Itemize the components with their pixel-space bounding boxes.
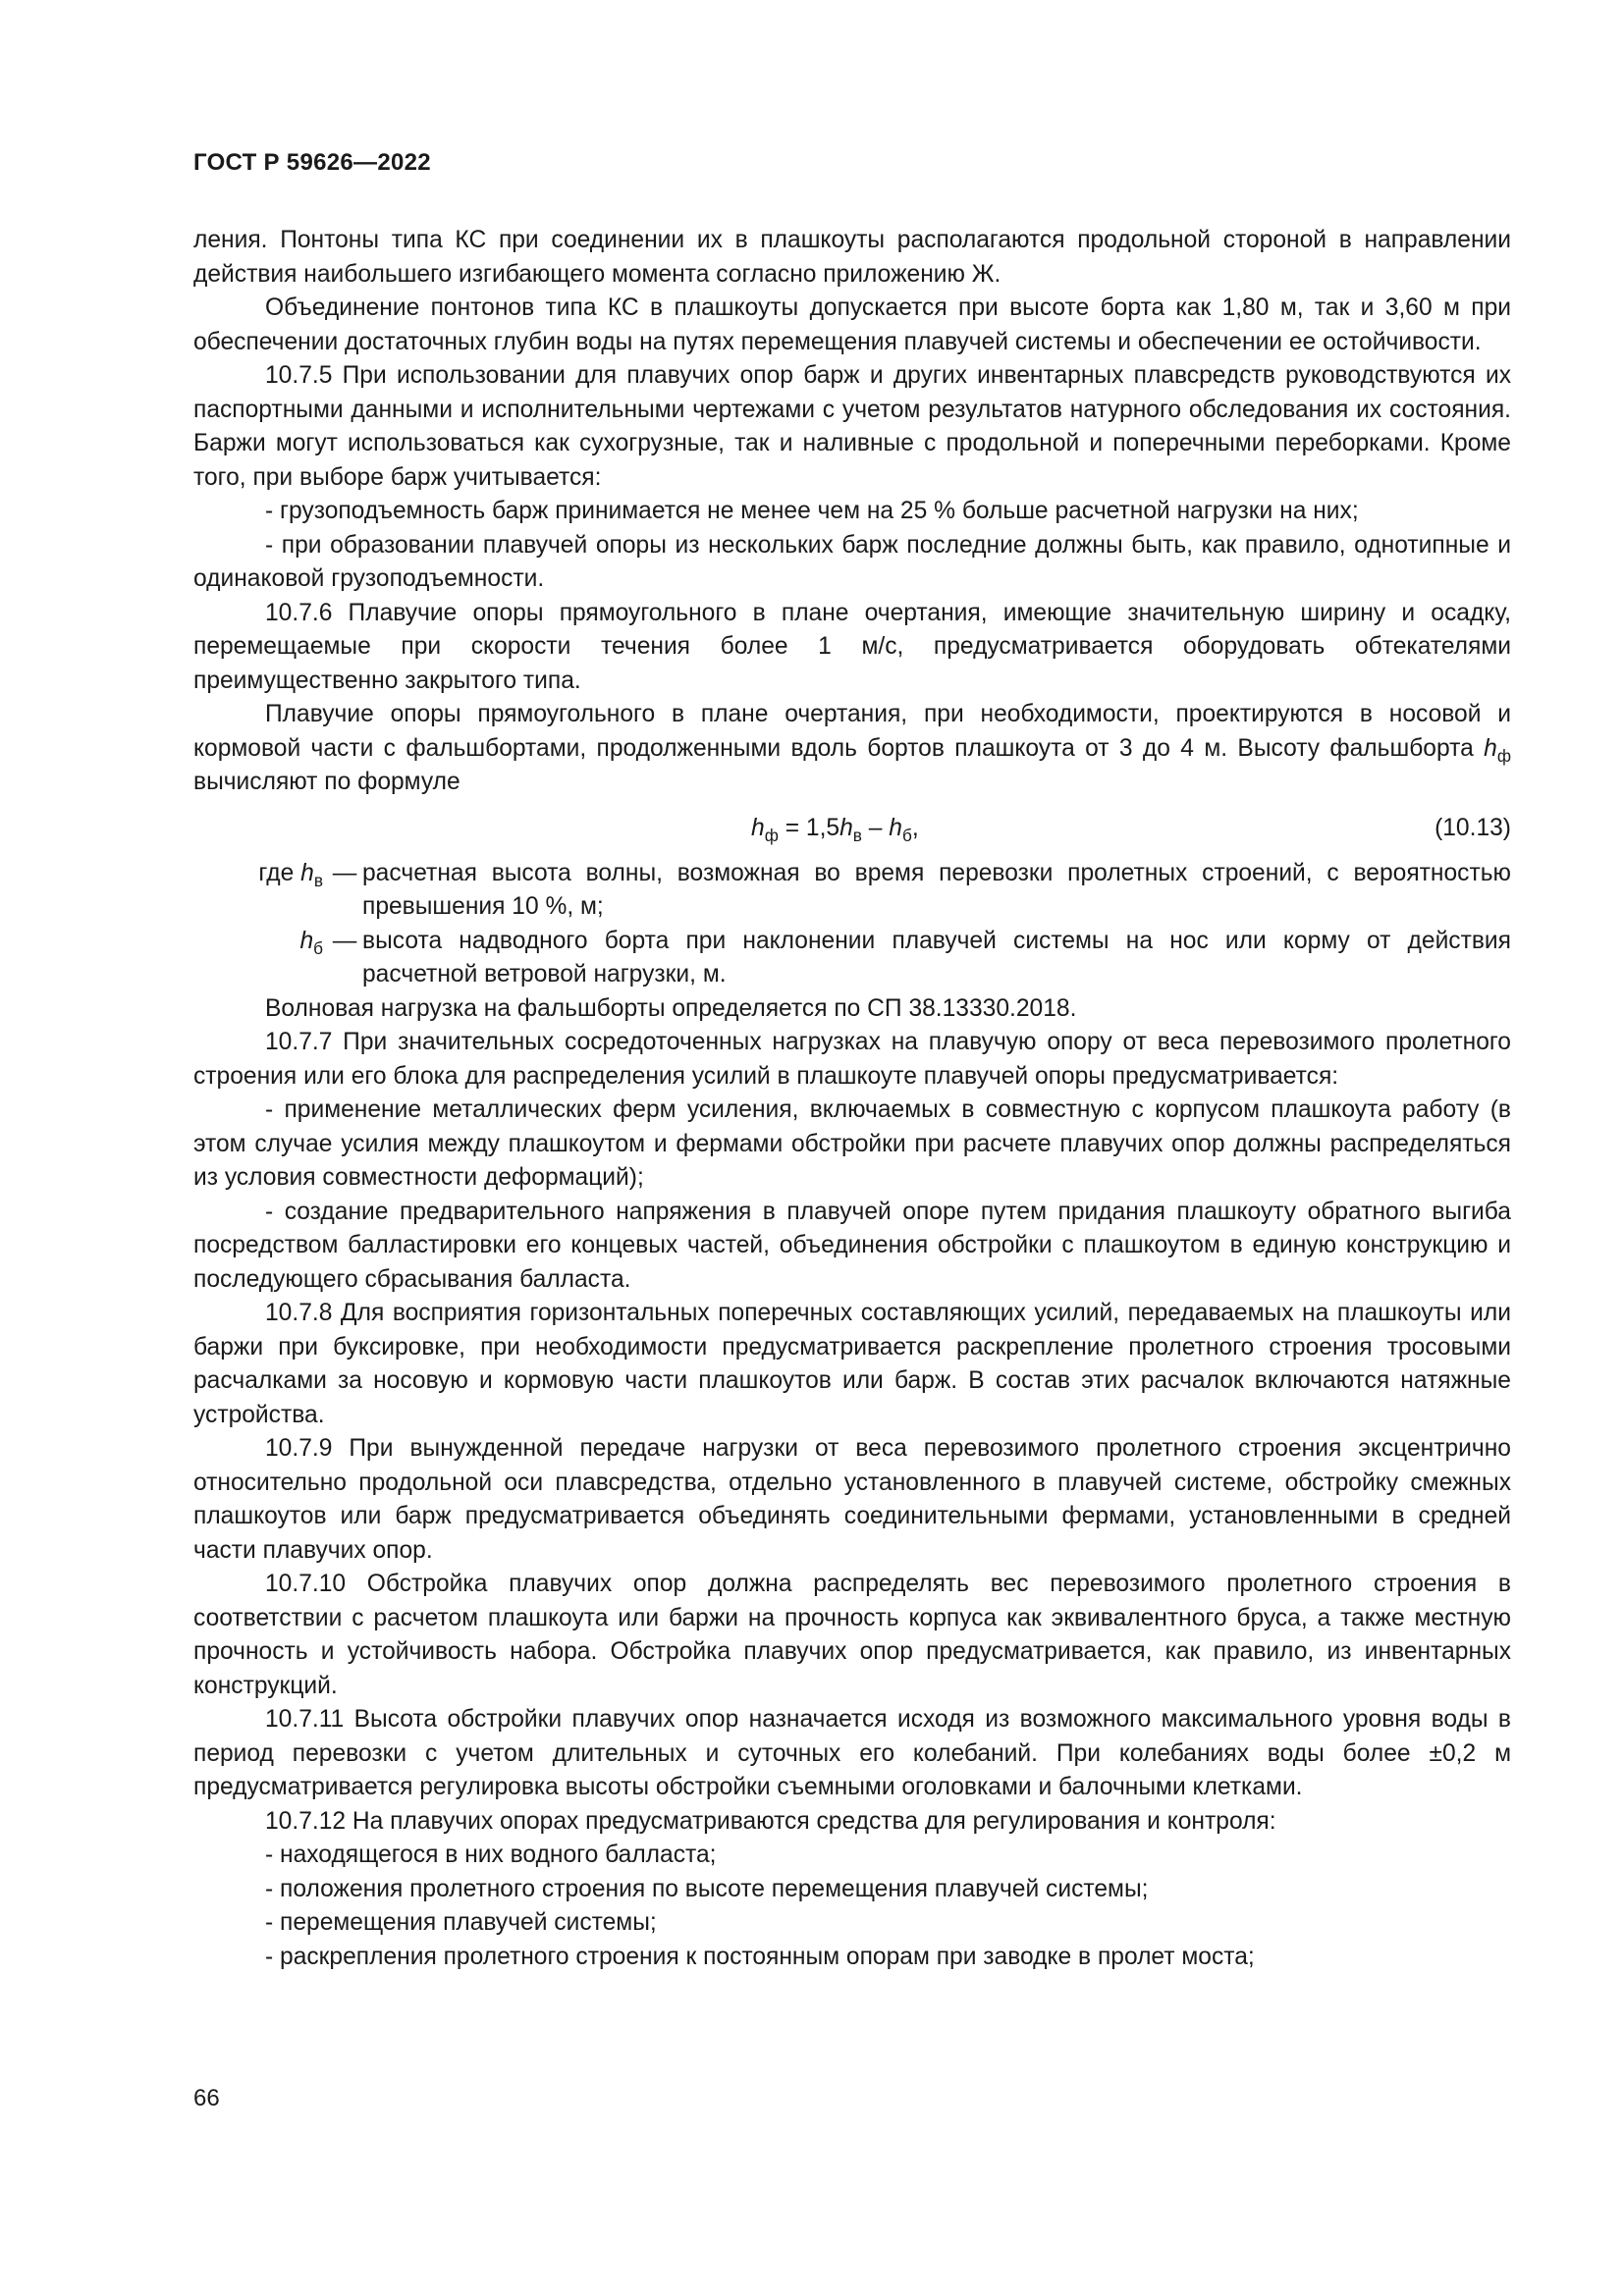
math-variable: h (751, 814, 765, 841)
paragraph-10-7-12: 10.7.12 На плавучих опорах предусматриваются средства для регулирования и контроля: (265, 1807, 1276, 1835)
list-item: - раскрепления пролетного строения к постоянным опорам при заводке в пролет моста; (265, 1943, 1255, 1970)
paragraph-continuation: ления. Понтоны типа КС при соединении их в плашкоуты располагаются продольной стороной в направлении действия наибольшего изгибающего момента согласно приложению Ж. (193, 227, 1511, 288)
paragraph-text: Плавучие опоры прямоугольного в плане очертания, при необходимости, проектируются в носовой и кормовой части с фальшбортами, продолженными вдоль бортов плашкоута от 3 до 4 м. Высоту фальшборта (193, 701, 1511, 762)
document-header: ГОСТ Р 59626—2022 (193, 149, 431, 176)
definition-dash: — (332, 927, 357, 954)
list-item: - положения пролетного строения по высоте перемещения плавучей системы; (265, 1875, 1149, 1902)
definition-term (193, 925, 327, 959)
definition-term (193, 857, 327, 891)
list-item: - применение металлических ферм усиления, включаемых в совместную с корпусом плашкоута работу (в этом случае усилия между плашкоутом и фермами обстройки при расчете плавучих опор должны распределяться из условия совместности деформаций); (193, 1096, 1511, 1191)
definition-item (193, 857, 1511, 925)
paragraph-10-7-9: 10.7.9 При вынужденной передаче нагрузки от веса перевозимого пролетного строения эксцентрично относительно продольной оси плавсредства, отдельно установленного в плавучей системе, обстройку смежных плашкоутов или барж предусматривается объединять соединительными фермами, установленными в средней части плавучих опор. (193, 1435, 1511, 1564)
list-item: - создание предварительного напряжения в плавучей опоре путем придания плашкоуту обратного выгиба посредством балластировки его концевых частей, объединения обстройки с плашкоутом в единую конструкцию и последующего сбрасывания балласта. (193, 1198, 1511, 1293)
math-subscript: в (313, 870, 323, 890)
math-variable: h (1484, 734, 1497, 762)
paragraph-10-7-8: 10.7.8 Для восприятия горизонтальных поперечных составляющих усилий, передаваемых на плашкоуты или баржи при буксировке, при необходимости предусматривается раскрепление пролетного строения тросовыми расчалками за носовую и кормовую части плашкоутов или барж. В состав этих расчалок включаются натяжные устройства. (193, 1300, 1511, 1428)
math-subscript: ф (764, 825, 779, 845)
paragraph-10-7-6: 10.7.6 Плавучие опоры прямоугольного в плане очертания, имеющие значительную ширину и осадку, перемещаемые при скорости течения более 1 м/с, предусматривается оборудовать обтекателями преимущественно закрытого типа. (193, 599, 1511, 694)
definition-text: высота надводного борта при наклонении плавучей системы на нос или корму от действия расчетной ветровой нагрузки, м. (362, 927, 1511, 988)
math-variable: h (300, 859, 314, 886)
paragraph-10-7-7: 10.7.7 При значительных сосредоточенных нагрузках на плавучую опору от веса перевозимого пролетного строения или его блока для распределения усилий в плашкоуте плавучей опоры предусматривается: (193, 1029, 1511, 1090)
formula-comma: , (911, 814, 919, 841)
math-variable: h (839, 814, 853, 841)
paragraph-10-7-11: 10.7.11 Высота обстройки плавучих опор назначается исходя из возможного максимального уровня воды в период перевозки с учетом длительных и суточных его колебаний. При колебаниях воды более ±0,2 м предусматривается регулировка высоты обстройки съемными оголовками и балочными клетками. (193, 1706, 1511, 1800)
formula-expression (751, 812, 919, 846)
paragraph-10-7-10: 10.7.10 Обстройка плавучих опор должна распределять вес перевозимого пролетного строения в соответствии с расчетом плашкоута или баржи на прочность корпуса как эквивалентного бруса, а также местную прочность и устойчивость набора. Обстройка плавучих опор предусматривается, как правило, из инвентарных конструкций. (193, 1571, 1511, 1699)
definition-dash: — (332, 859, 357, 886)
list-item: - перемещения плавучей системы; (265, 1909, 657, 1936)
definition-item (193, 925, 1511, 992)
math-subscript: ф (1496, 745, 1511, 766)
list-item: - при образовании плавучей опоры из нескольких барж последние должны быть, как правило, однотипные и одинаковой грузоподъемности. (193, 531, 1511, 592)
paragraph-text: вычисляют по формуле (193, 769, 460, 795)
paragraph: Волновая нагрузка на фальшборты определяется по СП 38.13330.2018. (265, 994, 1077, 1022)
definition-prefix: где (258, 859, 301, 886)
list-item: - находящегося в них водного балласта; (265, 1842, 717, 1868)
definition-text: расчетная высота волны, возможная во время перевозки пролетных строений, с вероятностью превышения 10 %, м; (362, 859, 1511, 920)
math-subscript: б (313, 937, 323, 958)
formula-minus: – (861, 814, 890, 841)
definitions-list (193, 857, 1511, 992)
formula-number: (10.13) (1435, 814, 1511, 841)
formula-equals: = 1,5 (778, 814, 840, 841)
math-variable: h (889, 814, 902, 841)
formula-10-13 (193, 800, 1511, 857)
list-item: - грузоподъемность барж принимается не менее чем на 25 % больше расчетной нагрузки на них; (265, 498, 1359, 524)
page-number: 66 (193, 2085, 220, 2111)
paragraph-formula-intro (193, 698, 1511, 800)
math-subscript: б (901, 825, 912, 845)
paragraph-10-7-5: 10.7.5 При использовании для плавучих опор барж и других инвентарных плавсредств руководствуются их паспортными данными и исполнительными чертежами с учетом результатов натурного обследования их состояния. Баржи могут использоваться как сухогрузные, так и наливные с продольной и поперечными переборками. Кроме того, при выборе барж учитывается: (193, 362, 1511, 491)
document-body (193, 224, 1511, 1974)
math-subscript: в (852, 825, 862, 845)
math-variable: h (299, 927, 314, 954)
paragraph: Объединение понтонов типа КС в плашкоуты допускается при высоте борта как 1,80 м, так и 3,60 м при обеспечении достаточных глубин воды на путях перемещения плавучей системы и обеспечении ее остойчивости. (193, 294, 1511, 355)
